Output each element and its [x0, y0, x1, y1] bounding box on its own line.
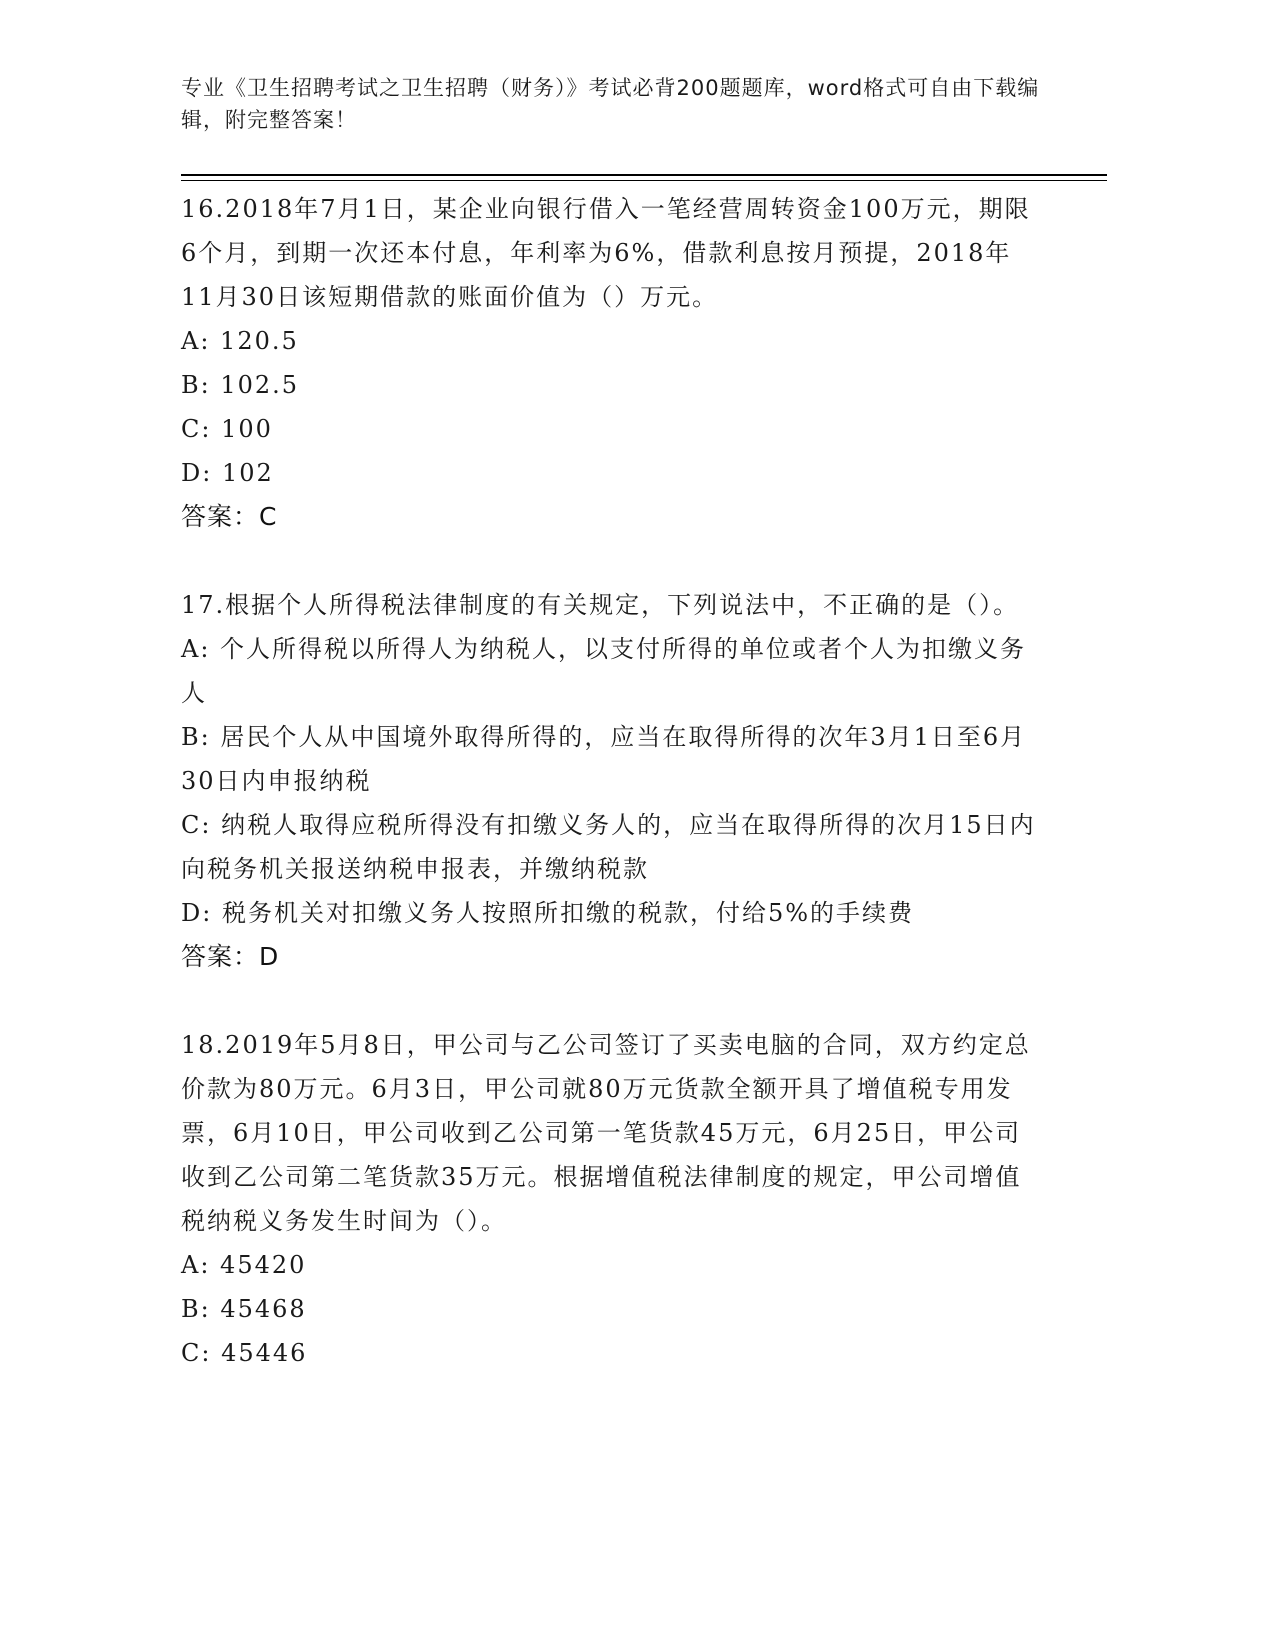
question-stem: 16.2018年7月1日，某企业向银行借入一笔经营周转资金100万元，期限6个月，到期一次还本付息，年利率为6%，借款利息按月预提，2018年11月30日该短期借款的账面价值为（）万元。 [181, 195, 1031, 311]
question-spacer [181, 539, 1041, 583]
document-header: 专业《卫生招聘考试之卫生招聘（财务）》考试必背200题题库，word格式可自由下载编辑，附完整答案！ [181, 76, 1040, 132]
question-list [181, 187, 1041, 1375]
question-17 [181, 583, 1041, 979]
option-c: C: 100 [181, 415, 273, 443]
question-stem: 17.根据个人所得税法律制度的有关规定，下列说法中，不正确的是（）。 [181, 591, 1020, 619]
header-divider-thin [181, 180, 1107, 181]
option-d: D: 税务机关对扣缴义务人按照所扣缴的税款，付给5%的手续费 [181, 899, 915, 927]
option-a: A: 45420 [181, 1251, 307, 1279]
answer-label: 答案：C [181, 502, 278, 531]
question-stem: 18.2019年5月8日，甲公司与乙公司签订了买卖电脑的合同，双方约定总价款为80万元。6月3日，甲公司就80万元货款全额开具了增值税专用发票，6月10日，甲公司收到乙公司第一笔货款45万元，6月25日，甲公司收到乙公司第二笔货款35万元。根据增值税法律制度的规定，甲公司增值税纳税义务发生时间为（）。 [181, 1031, 1031, 1235]
question-18 [181, 1023, 1041, 1375]
option-a: A: 个人所得税以所得人为纳税人，以支付所得的单位或者个人为扣缴义务人 [181, 635, 1027, 707]
option-c: C: 纳税人取得应税所得没有扣缴义务人的，应当在取得所得的次月15日内向税务机关报送纳税申报表，并缴纳税款 [181, 811, 1036, 883]
option-c: C: 45446 [181, 1339, 308, 1367]
option-a: A: 120.5 [181, 327, 299, 355]
option-b: B: 居民个人从中国境外取得所得的，应当在取得所得的次年3月1日至6月30日内申报纳税 [181, 723, 1027, 795]
header-divider-thick [181, 174, 1107, 176]
answer-label: 答案：D [181, 942, 280, 971]
option-d: D: 102 [181, 459, 274, 487]
question-16 [181, 187, 1041, 539]
option-b: B: 45468 [181, 1295, 307, 1323]
option-b: B: 102.5 [181, 371, 300, 399]
question-spacer [181, 979, 1041, 1023]
